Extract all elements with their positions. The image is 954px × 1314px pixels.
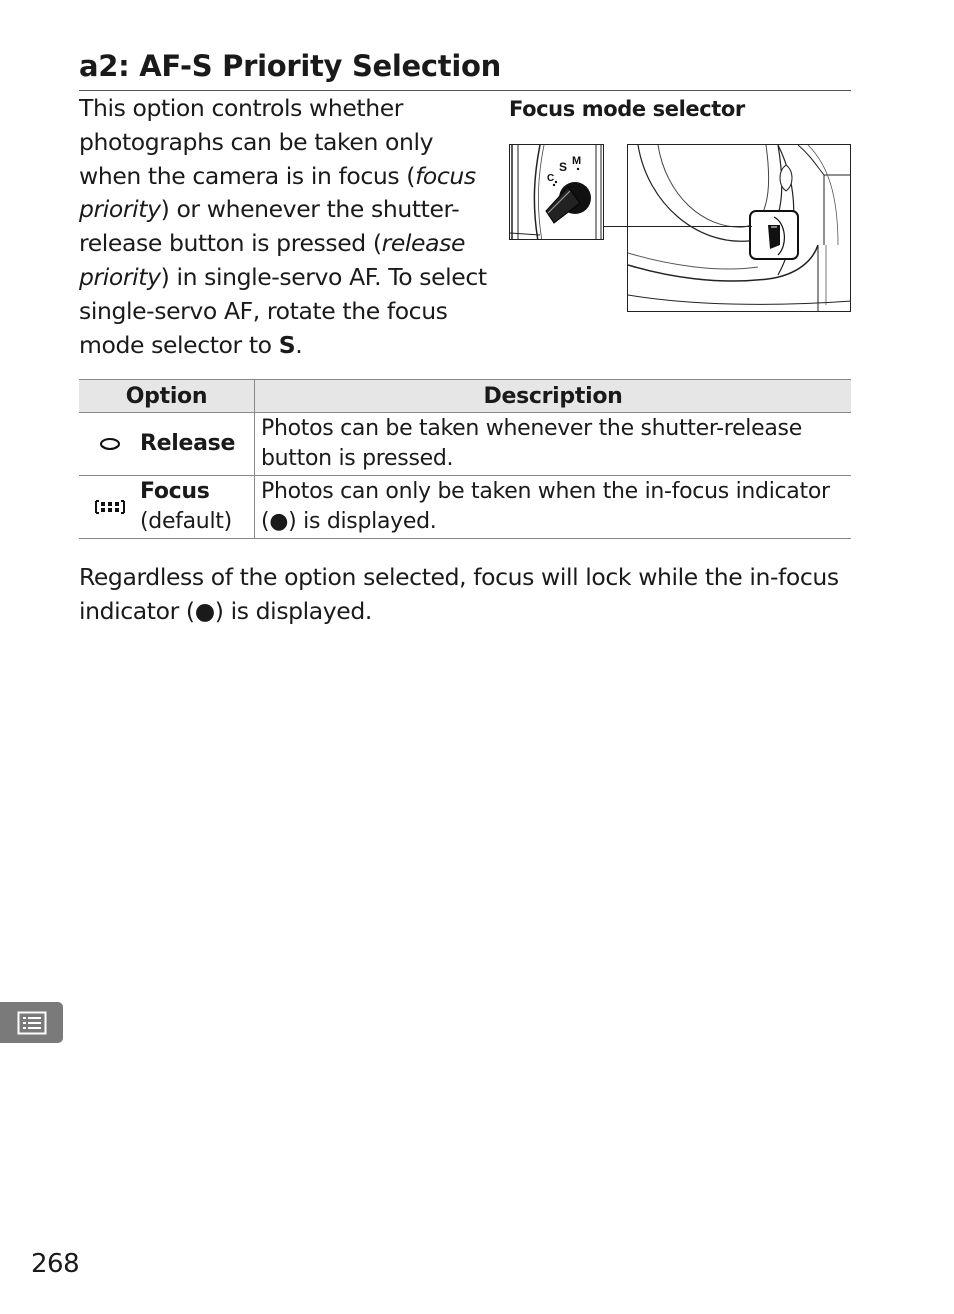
- dial-label-c: C: [547, 173, 555, 184]
- options-table: [79, 379, 851, 539]
- table-header-row: [79, 380, 851, 413]
- release-priority-icon: [79, 437, 140, 451]
- callout-leader-line: [604, 226, 752, 227]
- option-default-note: (default): [140, 509, 232, 534]
- option-cell: [79, 476, 255, 539]
- option-description: Photos can be taken whenever the shutter-release button is pressed.: [255, 413, 852, 476]
- title-divider: [79, 90, 851, 91]
- option-name: Focus: [140, 479, 210, 504]
- page-number: 268: [31, 1249, 80, 1279]
- figure-caption: Focus mode selector: [509, 97, 745, 121]
- table-row: [79, 476, 851, 539]
- s-mode-symbol: S: [278, 330, 296, 359]
- page-title: a2: AF-S Priority Selection: [79, 49, 501, 83]
- focus-priority-term: focus priority: [79, 161, 476, 224]
- camera-body-illustration: [628, 145, 851, 312]
- intro-paragraph: This option controls whether photographs can be taken only when the camera is in focus (focus priority) or whenever the shutter-release button is pressed (release priority) in single-servo AF. To select single-servo AF, rotate the focus mode selector to S.: [79, 94, 487, 359]
- option-cell: [79, 413, 255, 476]
- camera-front-illustration: [627, 144, 851, 312]
- focus-mode-selector-closeup: [509, 144, 604, 240]
- table-row: [79, 413, 851, 476]
- option-description: Photos can only be taken when the in-focus indicator (●) is displayed.: [255, 476, 852, 539]
- focus-mode-dial-illustration: [510, 145, 604, 240]
- option-name: Release: [140, 431, 236, 456]
- description-column-header: Description: [255, 380, 852, 413]
- dial-label-s: S: [559, 160, 568, 174]
- dial-label-m: M: [572, 155, 582, 167]
- release-priority-term: release priority: [79, 229, 466, 291]
- option-column-header: Option: [79, 380, 255, 413]
- custom-settings-menu-icon: [0, 1002, 63, 1043]
- focus-priority-icon: [79, 499, 140, 515]
- closing-paragraph: Regardless of the option selected, focus will lock while the in-focus indicator (●) is displayed.: [79, 563, 839, 625]
